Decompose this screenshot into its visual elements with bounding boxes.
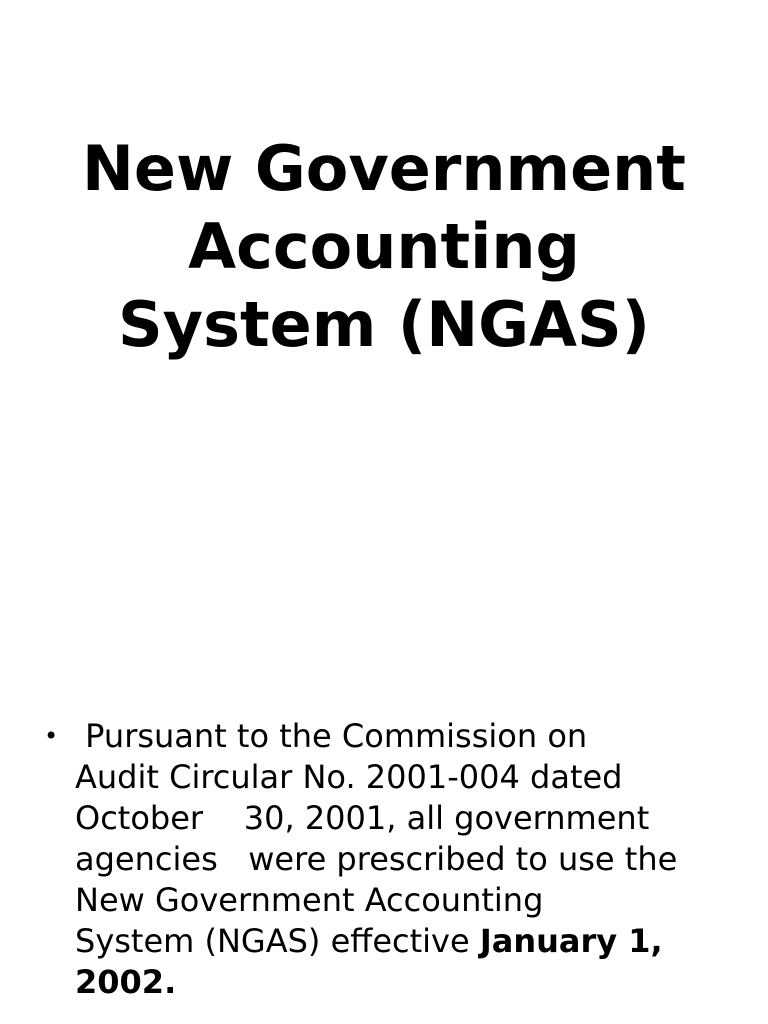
bullet-line-2: Audit Circular No. 2001-004 dated: [75, 758, 623, 796]
bullet-line-3: October 30, 2001, all government: [75, 799, 650, 837]
title-line-1: New Government: [82, 132, 686, 205]
bullet-line-1: Pursuant to the Commission on: [75, 717, 588, 755]
bullet-paragraph: [0, 716, 768, 1003]
bullet-line-6: [0, 921, 768, 962]
effective-date-part-2: 2002.: [75, 963, 177, 1001]
slide-title: [0, 130, 768, 364]
bullet-line-4: agencies were prescribed to use the: [75, 840, 678, 878]
bullet-icon: •: [44, 722, 59, 750]
title-line-2: Accounting: [188, 210, 580, 283]
effective-date-part-1: January 1,: [479, 922, 663, 960]
title-line-3: System (NGAS): [118, 288, 650, 361]
bullet-line-5: New Government Accounting: [75, 881, 544, 919]
bullet-line-6-text: System (NGAS) effective: [75, 922, 480, 960]
